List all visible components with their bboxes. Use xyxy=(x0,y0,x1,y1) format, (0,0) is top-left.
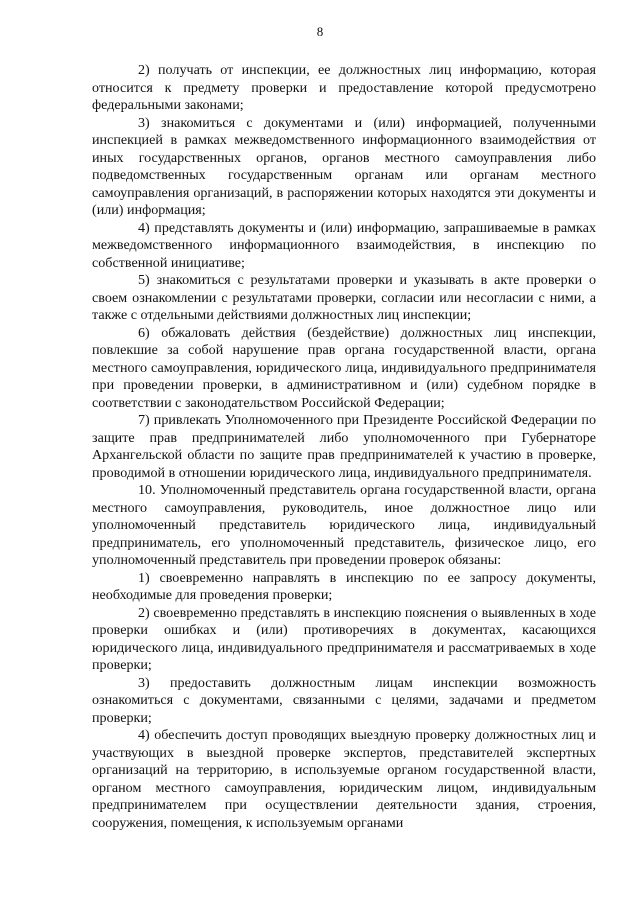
paragraph-right-4: 4) представлять документы и (или) информацию, запрашиваемые в рамках межведомственного информационного взаимодействия, в инспекцию по собственной инициативе; xyxy=(92,219,596,271)
paragraph-right-6: 6) обжаловать действия (бездействие) должностных лиц инспекции, повлекшие за собой нарушение прав органа государственной власти, органа местного самоуправления, юридического лица, индивидуального предпринимателя при проведении проверки, в административном и (или) судебном порядке в соответствии с законодательством Российской Федерации; xyxy=(92,324,596,411)
document-body xyxy=(92,62,596,832)
page-number: 8 xyxy=(316,24,324,39)
paragraph-duty-3: 3) предоставить должностным лицам инспекции возможность ознакомиться с документами, связанными с целями, задачами и предметом проверки; xyxy=(92,674,596,726)
paragraph-right-5: 5) знакомиться с результатами проверки и указывать в акте проверки о своем ознакомлении с результатами проверки, согласии или несогласии с ними, а также с отдельными действиями должностных лиц инспекции; xyxy=(92,272,596,323)
paragraph-duty-2: 2) своевременно представлять в инспекцию пояснения о выявленных в ходе проверки ошибках и (или) противоречиях в документах, касающихся юридического лица, индивидуального предпринимателя и рассматриваемых в ходе проверки; xyxy=(92,604,596,673)
paragraph-section-10: 10. Уполномоченный представитель органа государственной власти, органа местного самоуправления, руководитель, иное должностное лицо или уполномоченный представитель юридического лица, индивидуальный предприниматель, его уполномоченный представитель, физическое лицо, его уполномоченный представитель при проведении проверок обязаны: xyxy=(92,482,596,568)
paragraph-right-2: 2) получать от инспекции, ее должностных лиц информацию, которая относится к предмету проверки и предоставление которой предусмотрено федеральными законами; xyxy=(92,62,596,113)
paragraph-right-7: 7) привлекать Уполномоченного при Президенте Российской Федерации по защите прав предпринимателей либо уполномоченного при Губернаторе Архангельской области по защите прав предпринимателей к участию в проверке, проводимой в отношении юридического лица, индивидуального предпринимателя. xyxy=(92,412,596,481)
paragraph-right-3: 3) знакомиться с документами и (или) информацией, полученными инспекцией в рамках межведомственного информационного взаимодействия от иных государственных органов, органов местного самоуправления либо подведомственных государственным органам или органам местного самоуправления организаций, в распоряжении которых находятся эти документы и (или) информация; xyxy=(92,114,596,218)
paragraph-duty-4: 4) обеспечить доступ проводящих выездную проверку должностных лиц и участвующих в выездной проверке экспертов, представителей экспертных организаций на территорию, в используемые органом государственной власти, органом местного самоуправления, юридическим лицом, индивидуальным предпринимателем при осуществлении деятельности здания, строения, сооружения, помещения, к используемым органами xyxy=(92,727,596,831)
paragraph-duty-1: 1) своевременно направлять в инспекцию по ее запросу документы, необходимые для проведения проверки; xyxy=(92,569,596,603)
